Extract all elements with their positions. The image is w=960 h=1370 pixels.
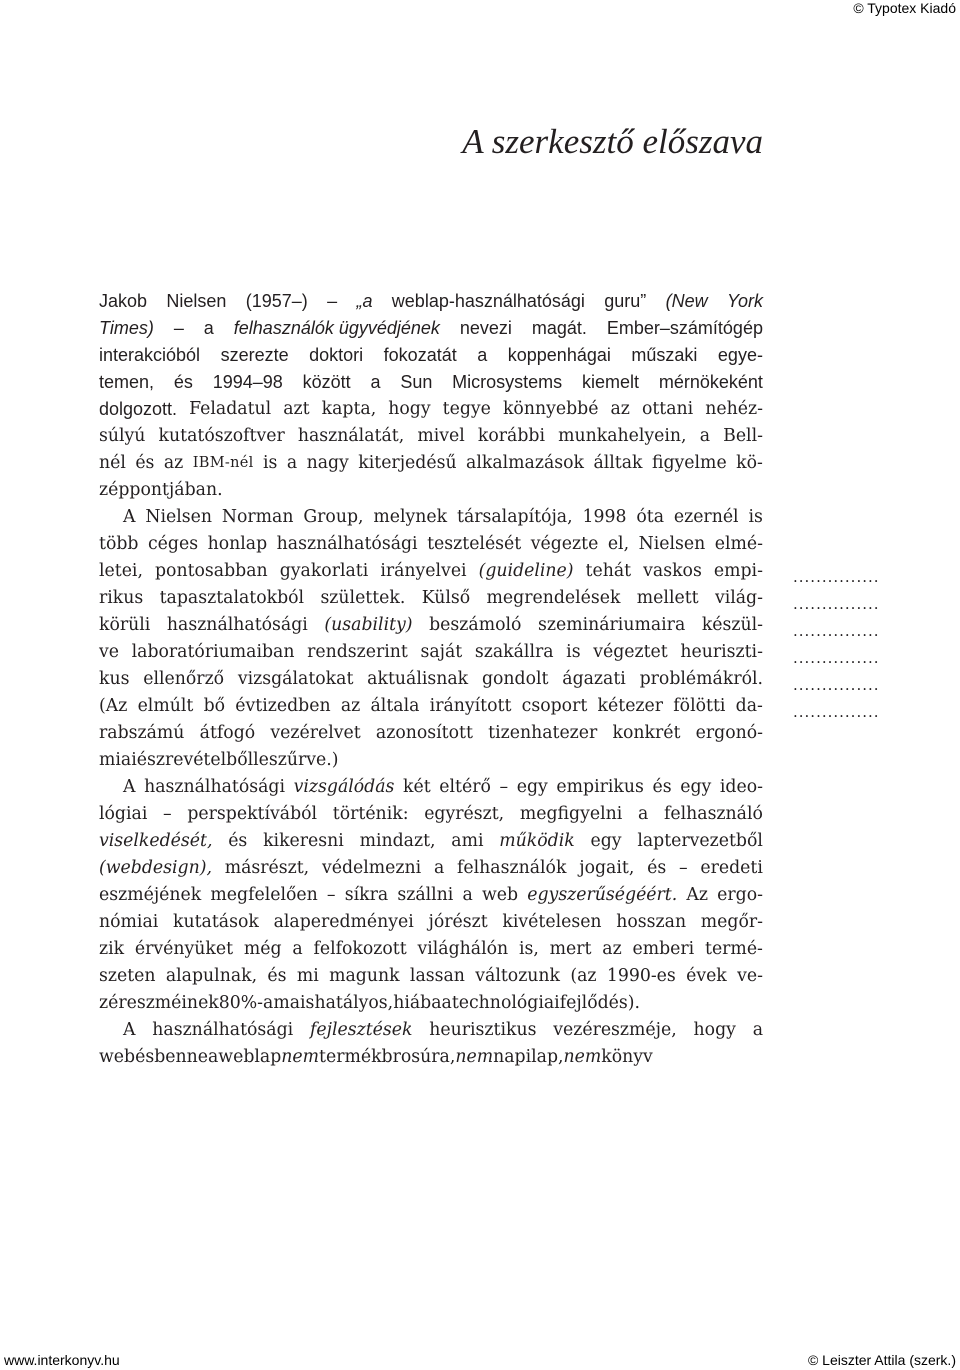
word: IBM-nél bbox=[192, 455, 254, 471]
word: problémákról. bbox=[639, 669, 763, 689]
word: figyelme bbox=[651, 453, 727, 473]
text-line bbox=[99, 369, 763, 396]
word: céges bbox=[148, 534, 199, 554]
text-line bbox=[99, 909, 763, 936]
word: alapulnak, bbox=[165, 966, 258, 986]
text-line bbox=[99, 288, 763, 315]
word: lassan bbox=[409, 966, 465, 986]
word: aktuálisnak bbox=[367, 669, 469, 689]
word: beszámoló bbox=[429, 615, 522, 635]
word: ottani bbox=[641, 399, 694, 419]
word: felfokozott bbox=[313, 939, 407, 959]
word: és bbox=[647, 858, 667, 878]
word: könnyebbé bbox=[502, 399, 599, 419]
word: is bbox=[566, 642, 581, 662]
word: között bbox=[302, 372, 351, 392]
word: nevezi bbox=[459, 318, 512, 338]
word: Bell- bbox=[723, 426, 763, 446]
word: végeztet bbox=[593, 642, 668, 662]
word: műszaki bbox=[631, 345, 698, 365]
word: tegye bbox=[442, 399, 491, 419]
text-line bbox=[99, 801, 763, 828]
word: hosszan bbox=[616, 912, 687, 932]
word: szemináriumaira bbox=[538, 615, 686, 635]
text-line bbox=[99, 774, 763, 801]
word: a bbox=[203, 318, 214, 338]
word: nagy bbox=[306, 453, 349, 473]
word: melynek bbox=[373, 507, 448, 527]
word: nem bbox=[281, 1047, 320, 1067]
word: A bbox=[123, 1020, 136, 1040]
text-line bbox=[99, 396, 763, 423]
word: hogy bbox=[693, 1020, 736, 1040]
word: az bbox=[340, 696, 361, 716]
word: ágazati bbox=[562, 669, 626, 689]
margin-dot-leader: ............... bbox=[793, 622, 880, 640]
word: rendszerint bbox=[307, 642, 408, 662]
word: web bbox=[99, 1047, 136, 1067]
word: kapta, bbox=[321, 399, 377, 419]
word: felhasználók bbox=[457, 858, 567, 878]
word: védelmezni bbox=[321, 858, 422, 878]
text-line bbox=[99, 666, 763, 693]
word: vizsgálódás bbox=[293, 777, 395, 797]
word: 1998 bbox=[582, 507, 627, 527]
word: hatályos, bbox=[314, 993, 394, 1013]
word: kutatások bbox=[173, 912, 259, 932]
text-line bbox=[99, 963, 763, 990]
word: nél bbox=[99, 453, 126, 473]
word: elmúlt bbox=[137, 696, 194, 716]
word: (webdesign), bbox=[99, 858, 212, 878]
word: miai bbox=[99, 750, 137, 770]
word: körüli bbox=[99, 615, 151, 635]
text-line bbox=[99, 990, 763, 1017]
word: kutatószoftver bbox=[158, 426, 285, 446]
word: világ- bbox=[714, 588, 763, 608]
word: rikus bbox=[99, 588, 144, 608]
word: koppenhágai bbox=[507, 345, 611, 365]
word: egy bbox=[680, 777, 712, 797]
word: guru” bbox=[604, 291, 647, 311]
word: mert bbox=[549, 939, 592, 959]
word: vezérelvet bbox=[270, 723, 361, 743]
word: történik: bbox=[332, 804, 409, 824]
word: – bbox=[499, 777, 509, 797]
word: eredeti bbox=[700, 858, 763, 878]
word: leszűrve.) bbox=[253, 750, 339, 770]
word: használhatósági bbox=[152, 1020, 294, 1040]
word: ergo- bbox=[717, 885, 763, 905]
word: óta bbox=[636, 507, 664, 527]
word: Feladatul bbox=[189, 399, 272, 419]
footer-editor-copyright: © Leiszter Attila (szerk.) bbox=[807, 1352, 956, 1368]
word: dolgozott. bbox=[99, 399, 178, 419]
word: jogait, bbox=[579, 858, 635, 878]
word: álltak bbox=[593, 453, 643, 473]
word: tesztelését bbox=[427, 534, 522, 554]
word: ezernél bbox=[673, 507, 739, 527]
publisher-copyright: © Typotex Kiadó bbox=[853, 0, 956, 16]
word: fejlesztések bbox=[310, 1020, 413, 1040]
body-text bbox=[99, 288, 763, 1071]
word: tizenhatezer bbox=[488, 723, 598, 743]
word: ma bbox=[273, 993, 301, 1013]
word: Group, bbox=[303, 507, 364, 527]
text-line bbox=[99, 558, 763, 585]
word: is bbox=[262, 453, 278, 473]
word: Külső bbox=[421, 588, 471, 608]
word: végezte bbox=[530, 534, 599, 554]
text-line bbox=[99, 612, 763, 639]
word: laboratóriumaiban bbox=[131, 642, 295, 662]
word: világhálón bbox=[417, 939, 509, 959]
text-line bbox=[99, 1044, 763, 1071]
word: egy bbox=[516, 777, 548, 797]
word: készül- bbox=[701, 615, 763, 635]
word: vezéreszméje, bbox=[553, 1020, 677, 1040]
word: ideo- bbox=[719, 777, 763, 797]
word: nehéz- bbox=[705, 399, 763, 419]
word: bő bbox=[203, 696, 226, 716]
word: a bbox=[752, 1020, 763, 1040]
word: csoport bbox=[521, 696, 588, 716]
word: és bbox=[173, 372, 193, 392]
word: saját bbox=[420, 642, 463, 662]
word: tapasztalatokból bbox=[159, 588, 305, 608]
word: fokozatát bbox=[383, 345, 457, 365]
text-line bbox=[99, 639, 763, 666]
word: – bbox=[326, 885, 336, 905]
word: el, bbox=[607, 534, 630, 554]
word: heurisztikus bbox=[429, 1020, 537, 1040]
word: – bbox=[678, 858, 688, 878]
word: kus bbox=[99, 669, 130, 689]
word: zik bbox=[99, 939, 125, 959]
word: (az bbox=[570, 966, 597, 986]
word: (usability) bbox=[324, 615, 413, 635]
word: a bbox=[433, 858, 445, 878]
word: kikeresni bbox=[263, 831, 344, 851]
word: konkrét bbox=[612, 723, 681, 743]
word: kiemelt bbox=[582, 372, 640, 392]
word: a bbox=[292, 939, 303, 959]
word: web bbox=[482, 885, 519, 905]
word: is, bbox=[518, 939, 539, 959]
word: egy bbox=[590, 831, 622, 851]
word: weblap-használhatósági bbox=[391, 291, 585, 311]
word: termékbrosúra, bbox=[319, 1047, 456, 1067]
word: Nielsen bbox=[145, 507, 212, 527]
word: zéppontjában. bbox=[99, 480, 223, 500]
word: kétezer bbox=[597, 696, 664, 716]
word: elmé- bbox=[714, 534, 763, 554]
word: a bbox=[441, 993, 452, 1013]
word: és bbox=[228, 831, 248, 851]
word: mellett bbox=[636, 588, 699, 608]
word: empi- bbox=[713, 561, 763, 581]
word: kivételesen bbox=[502, 912, 602, 932]
word: emberi bbox=[632, 939, 695, 959]
word: mi bbox=[296, 966, 319, 986]
word: ami bbox=[451, 831, 484, 851]
word: Az bbox=[686, 885, 708, 905]
word: mivel bbox=[417, 426, 465, 446]
word: születtek. bbox=[320, 588, 406, 608]
word: (Az bbox=[99, 696, 128, 716]
text-line bbox=[99, 423, 763, 450]
word: letei, bbox=[99, 561, 143, 581]
word: rabszámú bbox=[99, 723, 185, 743]
word: laptervezetből bbox=[637, 831, 763, 851]
word: és bbox=[652, 777, 672, 797]
word: technológiai bbox=[451, 993, 560, 1013]
word: szállni bbox=[397, 885, 454, 905]
word: nem bbox=[563, 1047, 602, 1067]
word: érvényüket bbox=[134, 939, 234, 959]
word: Norman bbox=[221, 507, 294, 527]
word: ergonó- bbox=[695, 723, 763, 743]
word: is bbox=[748, 507, 763, 527]
word: hiába bbox=[393, 993, 442, 1013]
word: felhasználó bbox=[663, 804, 763, 824]
word: ve bbox=[99, 642, 119, 662]
word: alaperedményei bbox=[273, 912, 414, 932]
word: mindazt, bbox=[359, 831, 436, 851]
word: interakcióból bbox=[99, 345, 201, 365]
text-line bbox=[99, 315, 763, 342]
word: pontosabban bbox=[154, 561, 268, 581]
word: Times) bbox=[99, 318, 154, 338]
chapter-title: A szerkesztő előszava bbox=[462, 122, 763, 161]
word: magát. bbox=[531, 318, 587, 338]
word: társalapítója, bbox=[457, 507, 573, 527]
word: Microsystems bbox=[452, 372, 563, 392]
word: és bbox=[135, 1047, 155, 1067]
word: gondolt bbox=[481, 669, 549, 689]
word: könyv bbox=[601, 1047, 653, 1067]
word: doktori bbox=[309, 345, 364, 365]
text-line bbox=[99, 882, 763, 909]
word: weblap bbox=[218, 1047, 282, 1067]
word: a bbox=[699, 426, 710, 446]
word: általa bbox=[370, 696, 420, 716]
word: empirikus bbox=[556, 777, 644, 797]
margin-dot-leader: ............... bbox=[793, 649, 880, 667]
word: tehát bbox=[585, 561, 632, 581]
word: kö- bbox=[736, 453, 763, 473]
word: használhatósági bbox=[276, 534, 418, 554]
word: évek bbox=[686, 966, 727, 986]
text-line bbox=[99, 828, 763, 855]
word: szerezte bbox=[220, 345, 289, 365]
margin-dot-leader: ............... bbox=[793, 703, 880, 721]
word: Nielsen bbox=[166, 291, 227, 311]
word: a bbox=[462, 885, 473, 905]
word: (1957–) bbox=[245, 291, 308, 311]
text-line bbox=[99, 531, 763, 558]
word: a bbox=[477, 345, 488, 365]
text-line bbox=[99, 477, 763, 504]
word: a bbox=[207, 1047, 219, 1067]
word: Ember–számítógép bbox=[606, 318, 763, 338]
word: – bbox=[173, 318, 184, 338]
word: vaskos bbox=[643, 561, 702, 581]
text-line bbox=[99, 504, 763, 531]
word: egye- bbox=[717, 345, 763, 365]
word: irányelvei bbox=[380, 561, 467, 581]
word: viselkedését, bbox=[99, 831, 213, 851]
word: – bbox=[163, 804, 172, 824]
word: gyakorlati bbox=[279, 561, 369, 581]
word: a bbox=[637, 804, 649, 824]
word: Jakob bbox=[99, 291, 148, 311]
word: használatát, bbox=[297, 426, 405, 446]
word: hogy bbox=[388, 399, 431, 419]
word: évtizedben bbox=[235, 696, 331, 716]
word: – bbox=[327, 291, 338, 311]
word: temen, bbox=[99, 372, 155, 392]
word: is bbox=[300, 993, 315, 1013]
word: a bbox=[286, 453, 298, 473]
word: az bbox=[610, 399, 630, 419]
word: azt bbox=[283, 399, 310, 419]
word: másrészt, bbox=[224, 858, 310, 878]
margin-dot-leader: ............... bbox=[793, 676, 880, 694]
word: napilap, bbox=[493, 1047, 564, 1067]
word: fejlődés). bbox=[559, 993, 641, 1013]
word: 1990-es bbox=[606, 966, 676, 986]
word: azonosított bbox=[375, 723, 473, 743]
text-line bbox=[99, 855, 763, 882]
word: eltérő bbox=[439, 777, 491, 797]
word: két bbox=[403, 777, 431, 797]
word: (guideline) bbox=[478, 561, 574, 581]
word: ve- bbox=[737, 966, 763, 986]
text-line bbox=[99, 1017, 763, 1044]
word: megfigyelni bbox=[519, 804, 623, 824]
word: még bbox=[243, 939, 282, 959]
word: fölötti bbox=[673, 696, 726, 716]
text-line bbox=[99, 342, 763, 369]
word: megrendelések bbox=[486, 588, 621, 608]
word: az bbox=[602, 939, 622, 959]
word: A bbox=[123, 507, 136, 527]
margin-dot-leader: ............... bbox=[793, 595, 880, 613]
word: és bbox=[267, 966, 287, 986]
word: Nielsen bbox=[638, 534, 706, 554]
word: nem bbox=[455, 1047, 494, 1067]
word: munkahelyein, bbox=[558, 426, 687, 446]
word: da- bbox=[735, 696, 763, 716]
word: egyrészt, bbox=[424, 804, 505, 824]
word: mérnökeként bbox=[658, 372, 763, 392]
word: megfelelően bbox=[210, 885, 318, 905]
word: nómiai bbox=[99, 912, 159, 932]
word: magunk bbox=[329, 966, 400, 986]
word: zéreszméinek bbox=[99, 993, 219, 1013]
word: „a bbox=[356, 291, 373, 311]
word: jórészt bbox=[428, 912, 488, 932]
word: 80%-a bbox=[218, 993, 274, 1013]
footer-website[interactable]: www.interkonyv.hu bbox=[4, 1352, 120, 1368]
word: egyszerűségéért. bbox=[527, 885, 678, 905]
word: ellenőrző bbox=[143, 669, 225, 689]
word: perspektívából bbox=[187, 804, 318, 824]
text-line bbox=[99, 720, 763, 747]
word: a bbox=[370, 372, 381, 392]
word: felhasználók ügyvédjének bbox=[233, 318, 440, 338]
text-line bbox=[99, 693, 763, 720]
word: szakállra bbox=[474, 642, 554, 662]
word: heuriszti- bbox=[680, 642, 763, 662]
word: változunk bbox=[475, 966, 561, 986]
word: York bbox=[726, 291, 763, 311]
word: átfogó bbox=[199, 723, 256, 743]
text-line bbox=[99, 936, 763, 963]
word: súlyú bbox=[99, 426, 146, 446]
word: síkra bbox=[344, 885, 389, 905]
word: alkalmazások bbox=[466, 453, 584, 473]
text-line bbox=[99, 747, 763, 774]
word: Sun bbox=[400, 372, 433, 392]
word: kiterjedésű bbox=[358, 453, 457, 473]
word: A bbox=[123, 777, 136, 797]
word: az bbox=[163, 453, 184, 473]
word: használhatósági bbox=[144, 777, 286, 797]
word: honlap bbox=[207, 534, 268, 554]
word: lógiai bbox=[99, 804, 148, 824]
text-line bbox=[99, 585, 763, 612]
word: megőr- bbox=[700, 912, 763, 932]
word: irányított bbox=[429, 696, 512, 716]
word: termé- bbox=[705, 939, 763, 959]
word: több bbox=[99, 534, 139, 554]
word: (New bbox=[665, 291, 708, 311]
word: 1994–98 bbox=[212, 372, 283, 392]
word: benne bbox=[154, 1047, 208, 1067]
text-line bbox=[99, 450, 763, 477]
word: működik bbox=[499, 831, 575, 851]
word: korábbi bbox=[477, 426, 545, 446]
margin-dot-leader: ............... bbox=[793, 568, 880, 586]
word: vizsgálatokat bbox=[237, 669, 354, 689]
word: eszméjének bbox=[99, 885, 202, 905]
word: használhatósági bbox=[166, 615, 308, 635]
word: szeten bbox=[99, 966, 156, 986]
word: és bbox=[135, 453, 155, 473]
word: észrevételből bbox=[136, 750, 254, 770]
